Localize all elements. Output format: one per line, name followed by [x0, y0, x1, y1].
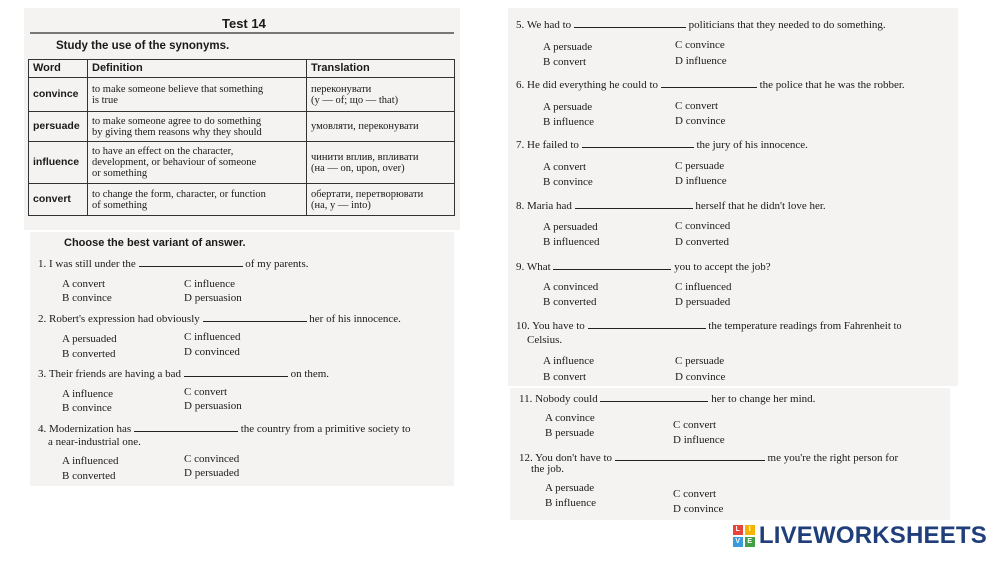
word-cell: convince — [29, 78, 88, 112]
option-a[interactable]: A convince — [545, 412, 595, 424]
choose-heading: Choose the best variant of answer. — [64, 237, 246, 249]
question-number: 10. — [516, 320, 530, 332]
option-a[interactable]: A persuade — [545, 482, 595, 494]
option-b[interactable]: B converted — [62, 348, 116, 360]
option-d[interactable]: D persuasion — [184, 292, 242, 304]
option-c[interactable]: C convert — [673, 419, 717, 431]
option-c[interactable]: C convinced — [675, 220, 731, 232]
question-4 — [38, 423, 411, 435]
word-cell: convert — [29, 184, 88, 216]
answer-blank[interactable] — [184, 375, 288, 377]
question-text-tail: to — [893, 321, 902, 332]
answer-blank[interactable] — [553, 268, 671, 270]
option-b[interactable]: B convince — [62, 402, 112, 414]
question-number: 3. — [38, 368, 47, 380]
question-text-before: You don't have to — [535, 452, 613, 464]
option-c[interactable]: C persuade — [675, 160, 725, 172]
question-text-after: the country from a primitive society — [240, 423, 400, 435]
table-row — [29, 184, 455, 216]
translation-cell: обертати, перетворювати (на, у — into) — [307, 184, 455, 216]
option-b[interactable]: B converted — [543, 296, 597, 308]
question-text-after: the jury of his innocence. — [696, 139, 808, 151]
title-rule — [30, 32, 454, 34]
question-continuation: Celsius. — [527, 334, 563, 346]
question-text-before: What — [526, 261, 551, 273]
question-text-after: the police that he was the robber. — [759, 79, 905, 91]
logo-mark-e: E — [745, 537, 755, 547]
option-a[interactable]: A persuade — [543, 101, 593, 113]
option-a[interactable]: A persuaded — [543, 221, 598, 233]
table-row — [29, 112, 455, 142]
option-c[interactable]: C convinced — [184, 453, 240, 465]
option-b[interactable]: B convince — [62, 292, 112, 304]
question-text-before: He failed to — [527, 139, 579, 151]
option-b[interactable]: B influence — [543, 116, 595, 128]
question-text-before: We had to — [526, 19, 572, 31]
option-b[interactable]: B convince — [543, 176, 593, 188]
question-continuation: a near-industrial one. — [48, 436, 141, 448]
question-text-after: politicians that they needed to do something. — [688, 19, 886, 31]
option-d[interactable]: D converted — [675, 236, 730, 248]
definition-cell: to have an effect on the character, development, or behaviour of someone or something — [88, 142, 307, 184]
option-c[interactable]: C convince — [675, 39, 725, 51]
question-12 — [519, 452, 898, 464]
question-text-after: on them. — [290, 368, 330, 380]
question-number: 12. — [519, 452, 533, 464]
synonyms-table — [28, 59, 455, 216]
question-8 — [516, 200, 826, 212]
question-text-before: Maria had — [527, 200, 572, 212]
option-d[interactable]: D influence — [673, 434, 725, 446]
option-c[interactable]: C influenced — [675, 281, 732, 293]
question-continuation: the job. — [531, 463, 564, 475]
table-row — [29, 78, 455, 112]
answer-blank[interactable] — [661, 86, 757, 88]
question-text-before: You have to — [532, 320, 585, 332]
option-b[interactable]: B convert — [543, 371, 587, 383]
word-cell: influence — [29, 142, 88, 184]
question-number: 11. — [519, 393, 533, 405]
question-number: 1. — [38, 258, 47, 270]
question-number: 9. — [516, 261, 525, 273]
word-cell: persuade — [29, 112, 88, 142]
option-d[interactable]: D convince — [673, 503, 724, 515]
option-d[interactable]: D persuasion — [184, 400, 242, 412]
question-number: 8. — [516, 200, 525, 212]
answer-blank[interactable] — [574, 26, 686, 28]
option-b[interactable]: B convert — [543, 56, 587, 68]
option-c[interactable]: C persuade — [675, 355, 725, 367]
question-text-after: herself that he didn't love her. — [695, 200, 826, 212]
question-text-tail: to — [401, 423, 411, 435]
option-d[interactable]: D convinced — [184, 346, 240, 358]
question-text-after: her to change her mind. — [711, 393, 816, 405]
answer-blank[interactable] — [575, 207, 693, 209]
question-text-before: Their friends are having a bad — [48, 368, 182, 380]
answer-blank[interactable] — [134, 430, 238, 432]
question-number: 5. — [516, 19, 525, 31]
logo-text: LIVEWORKSHEETS — [758, 522, 987, 549]
answer-blank[interactable] — [588, 327, 706, 329]
logo-mark-i: I — [745, 525, 755, 535]
translation-cell: переконувати (y — of; що — that) — [307, 78, 455, 112]
logo-mark-l: L — [733, 525, 743, 535]
option-a[interactable]: A persuaded — [62, 333, 117, 345]
option-c[interactable]: C influenced — [184, 331, 241, 343]
question-text-before: He did everything he could to — [527, 79, 659, 91]
question-number: 4. — [38, 423, 47, 435]
question-7 — [516, 139, 808, 151]
logo-mark — [733, 525, 755, 547]
liveworksheets-logo — [733, 522, 987, 550]
question-text-after: you to accept the job? — [674, 261, 771, 273]
option-c[interactable]: C convert — [673, 488, 717, 500]
question-number: 6. — [516, 79, 525, 91]
question-3 — [38, 368, 329, 380]
definition-cell: to change the form, character, or function of something — [88, 184, 307, 216]
option-d[interactable]: D persuaded — [675, 296, 731, 308]
question-9 — [516, 261, 771, 273]
option-a[interactable]: A convert — [543, 161, 587, 173]
definition-cell: to make someone believe that something is true — [88, 78, 307, 112]
option-b[interactable]: B influence — [545, 497, 597, 509]
option-d[interactable]: D influence — [675, 55, 727, 67]
option-b[interactable]: B persuade — [545, 427, 595, 439]
question-text-before: Modernization has — [49, 423, 132, 435]
option-d[interactable]: D persuaded — [184, 467, 240, 479]
question-text-after: the temperature readings from Fahrenheit — [708, 320, 891, 332]
header-word: Word — [29, 60, 88, 78]
question-10 — [516, 320, 901, 332]
table-header-row — [29, 60, 455, 78]
option-c[interactable]: C influence — [184, 278, 236, 290]
option-a[interactable]: A convert — [62, 278, 106, 290]
option-a[interactable]: A persuade — [543, 41, 593, 53]
question-text-before: Robert's expression had obviously — [49, 313, 200, 325]
question-6 — [516, 79, 905, 91]
question-text-before: Nobody could — [535, 393, 598, 405]
header-translation: Translation — [307, 60, 455, 78]
translation-cell: чинити вплив, впливати (на — on, upon, over) — [307, 142, 455, 184]
question-number: 2. — [38, 313, 47, 325]
option-a[interactable]: A influence — [62, 388, 114, 400]
option-b[interactable]: B influenced — [543, 236, 600, 248]
option-d[interactable]: D influence — [675, 175, 727, 187]
logo-mark-v: V — [733, 537, 743, 547]
option-a[interactable]: A convinced — [543, 281, 599, 293]
option-b[interactable]: B converted — [62, 470, 116, 482]
option-c[interactable]: C convert — [675, 100, 719, 112]
answer-blank[interactable] — [615, 459, 765, 461]
question-text-after: of my parents. — [245, 258, 309, 270]
option-a[interactable]: A influence — [543, 355, 595, 367]
definition-cell: to make someone agree to do something by giving them reasons why they should — [88, 112, 307, 142]
question-2 — [38, 313, 401, 325]
question-text-after: her of his innocence. — [309, 313, 401, 325]
header-definition: Definition — [88, 60, 307, 78]
answer-blank[interactable] — [582, 146, 694, 148]
question-text-after: me you're the right person for — [767, 452, 899, 464]
question-11 — [519, 393, 815, 405]
question-text-before: I was still under the — [49, 258, 136, 270]
question-5 — [516, 19, 886, 31]
option-a[interactable]: A influenced — [62, 455, 119, 467]
answer-blank[interactable] — [139, 265, 243, 267]
translation-cell: умовляти, переконувати — [307, 112, 455, 142]
answer-blank[interactable] — [203, 320, 307, 322]
question-number: 7. — [516, 139, 525, 151]
study-heading: Study the use of the synonyms. — [56, 40, 230, 52]
answer-blank[interactable] — [600, 400, 708, 402]
table-row — [29, 142, 455, 184]
question-1 — [38, 258, 309, 270]
option-c[interactable]: C convert — [184, 386, 228, 398]
option-d[interactable]: D convince — [675, 115, 726, 127]
option-d[interactable]: D convince — [675, 371, 726, 383]
test-title: Test 14 — [222, 16, 266, 31]
